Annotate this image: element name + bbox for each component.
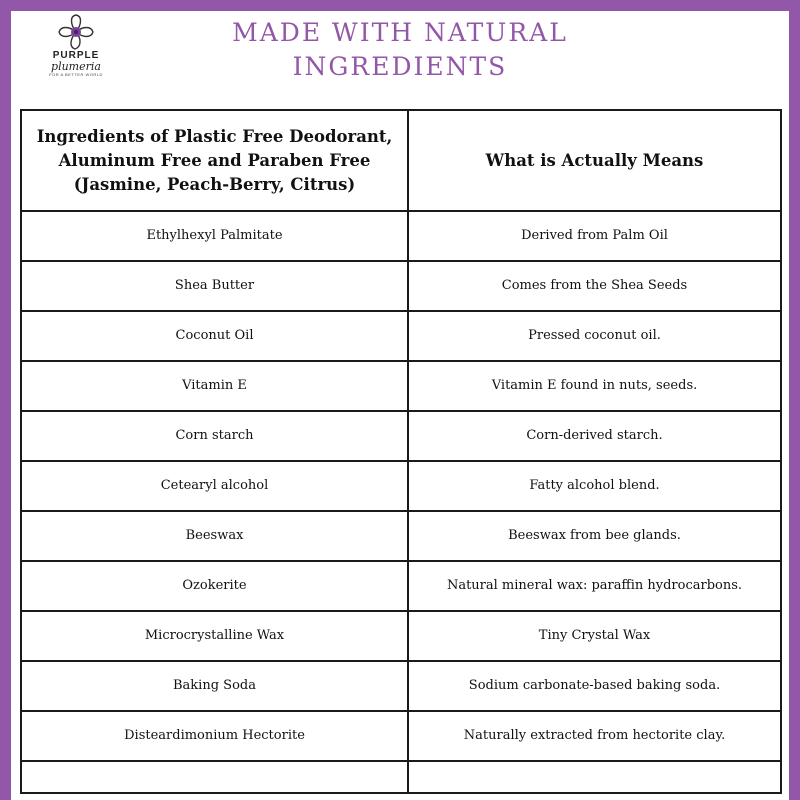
brand-name-script: plumeria — [51, 60, 101, 73]
meaning-cell: Pressed coconut oil. — [408, 311, 781, 361]
header-ingredients: Ingredients of Plastic Free Deodorant, Aluminum Free and Paraben Free (Jasmine, Peach-Berry, Citrus) — [21, 110, 408, 211]
brand-logo — [40, 12, 112, 82]
ingredient-cell: Beeswax — [21, 511, 408, 561]
table-row-cutoff — [21, 761, 781, 793]
meaning-cell: Natural mineral wax: paraffin hydrocarbons. — [408, 561, 781, 611]
header-meaning: What is Actually Means — [408, 110, 781, 211]
page-title — [200, 16, 600, 84]
table-row — [21, 261, 781, 311]
ingredient-cell: Disteardimonium Hectorite — [21, 711, 408, 761]
meaning-cell: Naturally extracted from hectorite clay. — [408, 711, 781, 761]
meaning-cell: Tiny Crystal Wax — [408, 611, 781, 661]
table-row — [21, 511, 781, 561]
brand-tagline: FOR A BETTER WORLD — [49, 72, 103, 77]
meaning-cell: Fatty alcohol blend. — [408, 461, 781, 511]
table-row — [21, 611, 781, 661]
table-row — [21, 411, 781, 461]
ingredients-table — [20, 109, 782, 794]
plumeria-flower-icon — [56, 12, 96, 52]
meaning-cell: Sodium carbonate-based baking soda. — [408, 661, 781, 711]
table-row — [21, 211, 781, 261]
brand-name-top: PURPLE — [52, 50, 100, 61]
page-title-line-2: INGREDIENTS — [292, 52, 508, 81]
ingredient-cell: Ozokerite — [21, 561, 408, 611]
meaning-cell: Comes from the Shea Seeds — [408, 261, 781, 311]
ingredient-cell: Vitamin E — [21, 361, 408, 411]
meaning-cell: Derived from Palm Oil — [408, 211, 781, 261]
ingredient-cell: Shea Butter — [21, 261, 408, 311]
ingredient-cell: Corn starch — [21, 411, 408, 461]
table-row — [21, 561, 781, 611]
table-row — [21, 661, 781, 711]
table-row — [21, 361, 781, 411]
meaning-cell: Vitamin E found in nuts, seeds. — [408, 361, 781, 411]
ingredient-cell: Coconut Oil — [21, 311, 408, 361]
table-row — [21, 461, 781, 511]
page-title-line-1: MADE WITH NATURAL — [232, 18, 568, 47]
meaning-cell-empty — [408, 761, 781, 793]
ingredient-cell: Cetearyl alcohol — [21, 461, 408, 511]
ingredient-cell: Baking Soda — [21, 661, 408, 711]
meaning-cell: Corn-derived starch. — [408, 411, 781, 461]
table-row — [21, 311, 781, 361]
meaning-cell: Beeswax from bee glands. — [408, 511, 781, 561]
ingredient-cell: Ethylhexyl Palmitate — [21, 211, 408, 261]
ingredient-cell: Microcrystalline Wax — [21, 611, 408, 661]
table-row — [21, 711, 781, 761]
ingredient-cell-empty — [21, 761, 408, 793]
table-header-row — [21, 110, 781, 211]
